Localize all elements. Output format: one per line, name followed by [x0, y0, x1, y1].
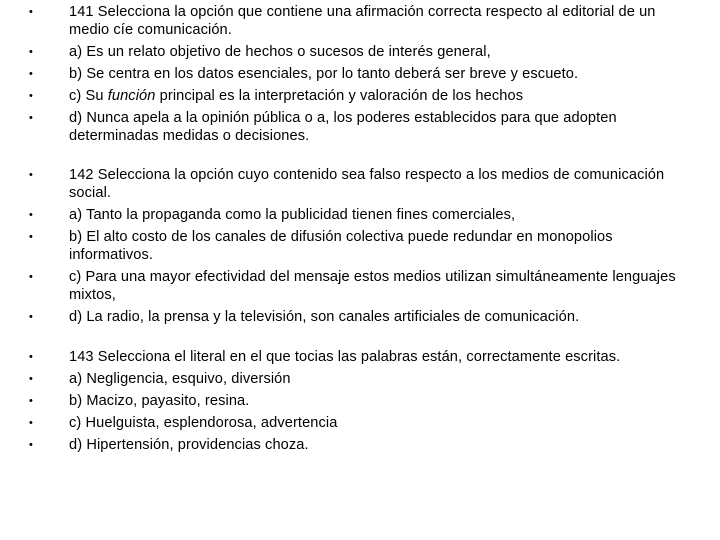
- bullet: •: [29, 68, 33, 80]
- option-d: [0, 308, 720, 326]
- option-text-after: principal es la interpretación y valoración de los hechos: [155, 88, 524, 104]
- bullet: •: [29, 417, 33, 429]
- option-text: c) Huelguista, esplendorosa, advertencia: [69, 415, 338, 431]
- option-text: b) Se centra en los datos esenciales, por lo tanto deberá ser breve y escueto.: [69, 66, 579, 82]
- question-text: 141 Selecciona la opción que contiene una afirmación correcta respecto al editorial de un medio cíe comunicación.: [69, 4, 656, 38]
- bullet: •: [29, 46, 33, 58]
- bullet: •: [29, 90, 33, 102]
- option-text: d) La radio, la prensa y la televisión, son canales artificiales de comunicación.: [69, 309, 580, 325]
- question-text: 142 Selecciona la opción cuyo contenido sea falso respecto a los medios de comunicación social.: [69, 167, 665, 201]
- option-b: [0, 228, 720, 264]
- bullet: •: [29, 6, 33, 18]
- option-c: [0, 414, 720, 432]
- bullet: •: [29, 373, 33, 385]
- bullet: •: [29, 271, 33, 283]
- question-text: 143 Selecciona el literal en el que tocias las palabras están, correctamente escritas.: [69, 349, 621, 365]
- bullet: •: [29, 311, 33, 323]
- bullet: •: [29, 209, 33, 221]
- question-143: [0, 348, 720, 458]
- option-text: a) Es un relato objetivo de hechos o sucesos de interés general,: [69, 44, 491, 60]
- option-c: [0, 87, 720, 105]
- option-text: a) Negligencia, esquivo, diversión: [69, 371, 291, 387]
- option-d: [0, 436, 720, 454]
- bullet: •: [29, 439, 33, 451]
- bullet: •: [29, 395, 33, 407]
- question-141-stem: [0, 3, 720, 39]
- option-a: [0, 206, 720, 224]
- option-text: b) Macizo, payasito, resina.: [69, 393, 250, 409]
- bullet: •: [29, 169, 33, 181]
- question-142: [0, 166, 720, 330]
- option-text-before: c) Su: [69, 88, 108, 104]
- option-text: a) Tanto la propaganda como la publicidad tienen fines comerciales,: [69, 207, 516, 223]
- option-text-emphasis: función: [107, 88, 156, 104]
- option-d: [0, 109, 720, 145]
- option-text: c) Para una mayor efectividad del mensaje estos medios utilizan simultáneamente lenguajes mixtos,: [69, 269, 676, 303]
- bullet: •: [29, 231, 33, 243]
- option-text: d) Nunca apela a la opinión pública o a, los poderes establecidos para que adopten determinadas medidas o decisiones.: [69, 110, 617, 144]
- option-b: [0, 392, 720, 410]
- option-text: b) El alto costo de los canales de difusión colectiva puede redundar en monopolios informativos.: [69, 229, 613, 263]
- question-142-stem: [0, 166, 720, 202]
- option-c: [0, 268, 720, 304]
- option-a: [0, 370, 720, 388]
- question-143-stem: [0, 348, 720, 366]
- bullet: •: [29, 351, 33, 363]
- option-a: [0, 43, 720, 61]
- option-text: d) Hipertensión, providencias choza.: [69, 437, 309, 453]
- bullet: •: [29, 112, 33, 124]
- option-b: [0, 65, 720, 83]
- question-141: [0, 3, 720, 149]
